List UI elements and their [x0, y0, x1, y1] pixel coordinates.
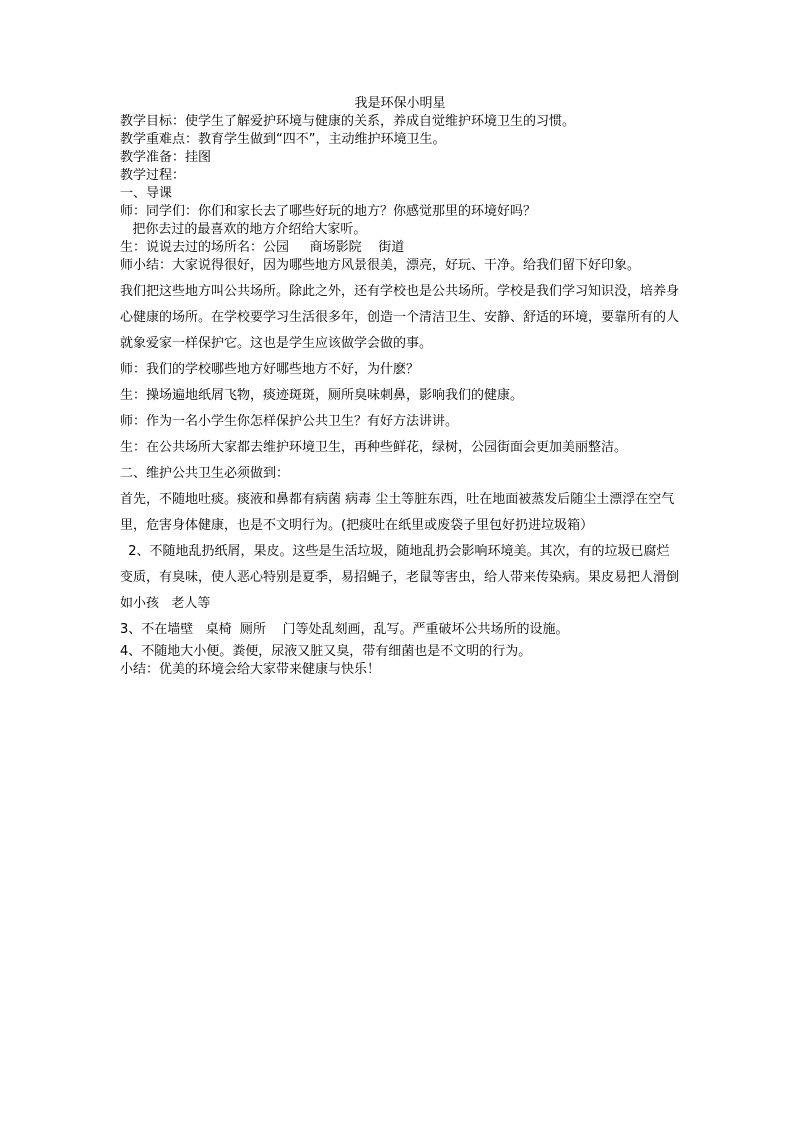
teacher-protect-question: 师：作为一名小学生你怎样保护公共卫生？有好方法讲讲。 — [120, 414, 459, 429]
lesson-summary-line: 小结：优美的环境会给大家带来健康与快乐！ — [120, 662, 381, 677]
student-answer-line: 生：说说去过的场所名：公园 商场影院 街道 — [120, 240, 405, 255]
teacher-question-line: 师：同学们：你们和家长去了哪些好玩的地方？你感觉那里的环境好吗？ — [120, 204, 537, 219]
rule-no-public-urination: 4、不随地大小便。粪便，尿液又脏又臭，带有细菌也是不文明的行为。 — [120, 644, 532, 659]
section-maintain-heading: 二、维护公共卫生必须做到： — [120, 466, 290, 481]
rule-no-spitting: 首先，不随地吐痰。痰液和鼻都有病菌 病毒 尘土等脏东西，吐在地面被蒸发后随尘土漂浮在空气里，危害身体健康，也是不文明行为。(把痰吐在纸里或废袋子里包好扔进垃圾箱） — [120, 492, 675, 533]
student-protect-answer: 生：在公共场所大家都去维护环境卫生，再种些鲜花，绿树，公园街面会更加美丽整洁。 — [120, 440, 628, 455]
teacher-school-question: 师：我们的学校哪些地方好哪些地方不好，为什麽？ — [120, 362, 420, 377]
teacher-prompt-line: 把你去过的最喜欢的地方介绍给大家听。 — [120, 222, 367, 237]
teaching-goal-line: 教学目标：使学生了解爱护环境与健康的关系，养成自觉维护环境卫生的习惯。 — [120, 114, 576, 129]
student-school-answer: 生：操场遍地纸屑飞物，痰迹斑斑，厕所臭味刺鼻，影响我们的健康。 — [120, 388, 524, 403]
document-title: 我是环保小明星 — [354, 96, 446, 111]
document-content — [120, 95, 680, 679]
rule-no-littering: 2、不随地乱扔纸屑，果皮。这些是生活垃圾，随地乱扔会影响环境美。其次，有的垃圾已腐烂变质，有臭味，使人恶心特别是夏季，易招蝇子，老鼠等害虫，给人带来传染病。果皮易把人滑倒如小孩 老人等 — [120, 544, 680, 611]
teaching-preparation-line: 教学准备：挂图 — [120, 150, 212, 165]
section-intro-heading: 一、导课 — [120, 186, 173, 201]
public-places-paragraph: 我们把这些地方叫公共场所。除此之外，还有学校也是公共场所。学校是我们学习知识没，培养身心健康的场所。在学校要学习生活很多年，创造一个清洁卫生、安静、舒适的环境，要靠所有的人就象爱家一样保护它。这也是学生应该做学会做的事。 — [120, 284, 680, 351]
teacher-summary-line: 师小结：大家说得很好，因为哪些地方风景很美，漂亮，好玩、干净。给我们留下好印象。 — [120, 258, 641, 273]
teaching-process-heading: 教学过程： — [120, 168, 186, 183]
teaching-key-points-line: 教学重难点：教育学生做到“四不”，主动维护环境卫生。 — [120, 132, 446, 147]
rule-no-graffiti: 3、不在墙壁 桌椅 厕所 门等处乱刻画，乱写。严重破坏公共场所的设施。 — [120, 622, 569, 637]
